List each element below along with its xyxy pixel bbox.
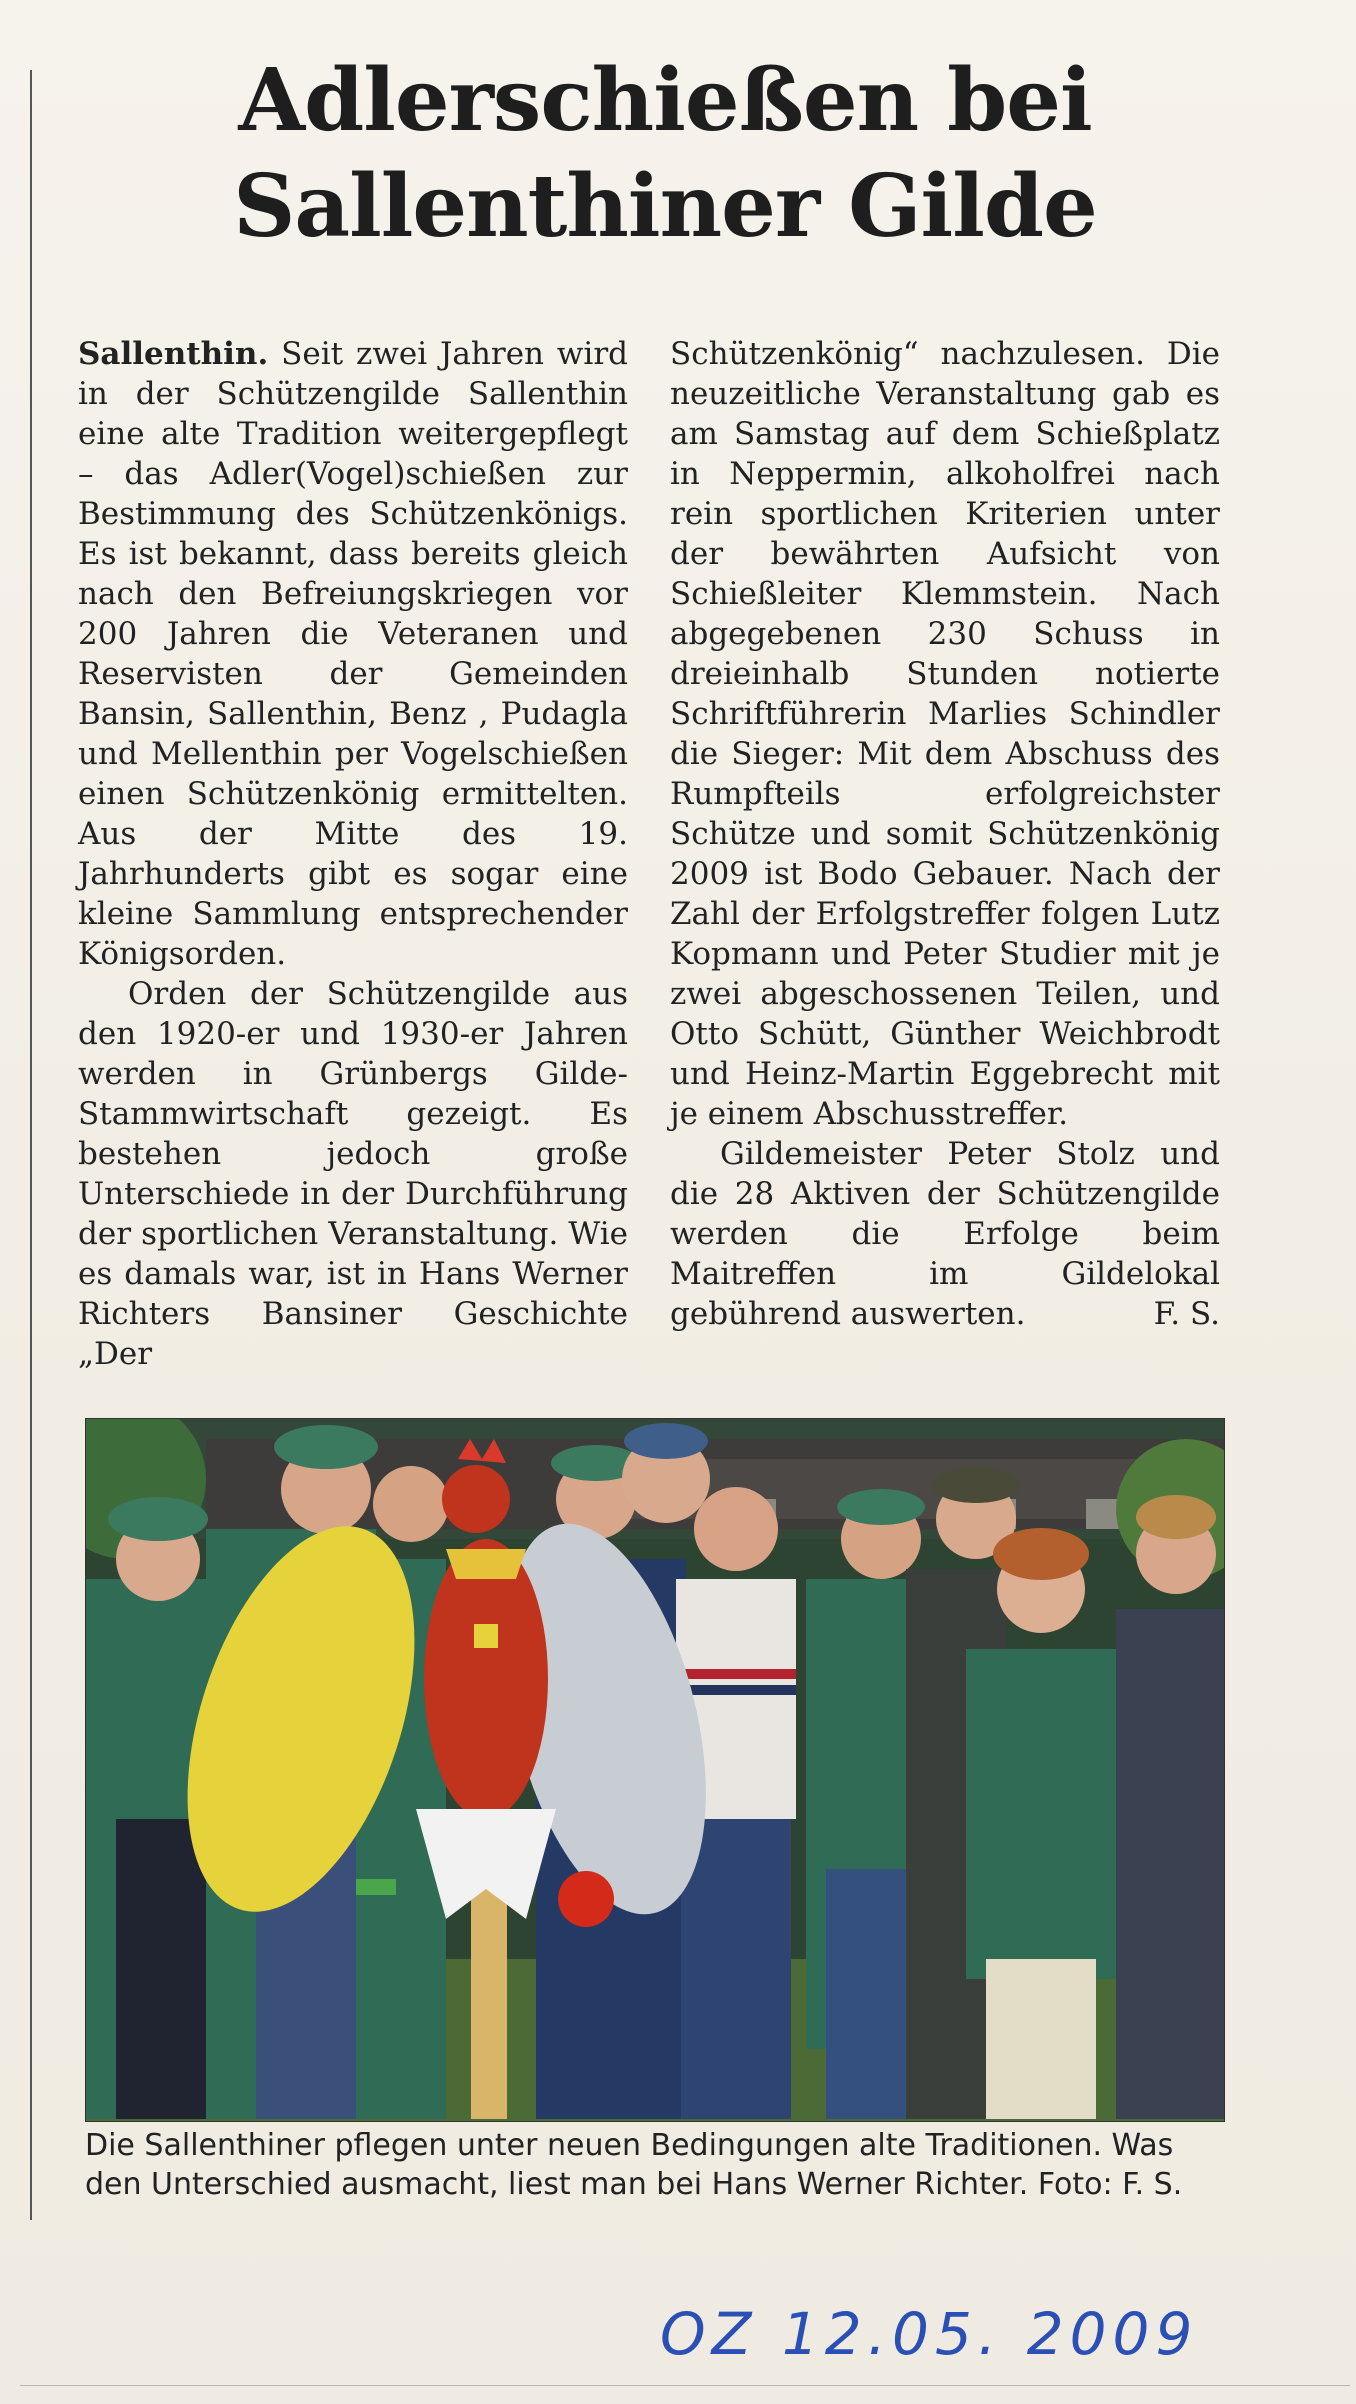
paragraph [78, 334, 628, 974]
article-column-2 [670, 334, 1220, 1374]
group-photo [85, 1418, 1225, 2122]
headline [40, 48, 1290, 260]
photo-caption [85, 2126, 1225, 2204]
headline-line-2: Sallenthiner Gilde [233, 156, 1097, 257]
photo-illustration [86, 1419, 1224, 2121]
paragraph: Schützenkönig“ nachzulesen. Die neuzeitliche Veranstaltung gab es am Samstag auf dem Schießplatz in Neppermin, alkoholfrei nach rein sportlichen Kriterien unter der bewährten Aufsicht von Schießleiter Klemmstein. Nach abgegebenen 230 Schuss in dreieinhalb Stunden notierte Schriftführerin Marlies Schindler die Sieger: Mit dem Abschuss des Rumpfteils erfolgreichster Schütze und somit Schützenkönig 2009 ist Bodo Gebauer. Nach der Zahl der Erfolgstreffer folgen Lutz Kopmann und Peter Studier mit je zwei abgeschossenen Teilen, und Otto Schütt, Günther Weichbrodt und Heinz-Martin Eggebrecht mit je einem Abschusstreffer. [670, 336, 1220, 1132]
handwritten-date: OZ 12.05. 2009 [660, 2300, 1199, 2368]
bottom-border [20, 2385, 1350, 2386]
dateline: Sallenthin. [78, 336, 269, 372]
paragraph-text: Gildemeister Peter Stolz und die 28 Aktiven der Schützengilde werden die Erfolge beim Maitreffen im Gildelokal gebührend auswerten. [670, 1136, 1220, 1332]
headline-line-1: Adlerschießen bei [238, 50, 1092, 151]
author-signature: F. S. [1153, 1296, 1220, 1332]
article-body [78, 334, 1220, 1374]
article-column-1 [78, 334, 628, 1374]
paragraph [670, 1134, 1220, 1334]
caption-line-1: Die Sallenthiner pflegen unter neuen Bedingungen alte Traditionen. Was [85, 2128, 1174, 2163]
column-rule [30, 70, 32, 2220]
paragraph: Orden der Schützengilde aus den 1920-er und 1930-er Jahren werden in Grünbergs Gilde-Stammwirtschaft gezeigt. Es bestehen jedoch große Unterschiede in der Durchführung der sportlichen Veranstaltung. Wie es damals war, ist in Hans Werner Richters Bansiner Geschichte „Der [78, 976, 628, 1372]
paragraph-text: Seit zwei Jahren wird in der Schützengilde Sallenthin eine alte Tradition weitergepflegt – das Adler(Vogel)schießen zur Bestimmung des Schützenkönigs. Es ist bekannt, dass bereits gleich nach den Befreiungskriegen vor 200 Jahren die Veteranen und Reservisten der Gemeinden Bansin, Sallenthin, Benz , Pudagla und Mellenthin per Vogelschießen einen Schützenkönig ermittelten. Aus der Mitte des 19. Jahrhunderts gibt es sogar eine kleine Sammlung entsprechender Königsorden. [78, 336, 628, 972]
caption-line-2: den Unterschied ausmacht, liest man bei Hans Werner Richter. Foto: F. S. [85, 2167, 1183, 2202]
